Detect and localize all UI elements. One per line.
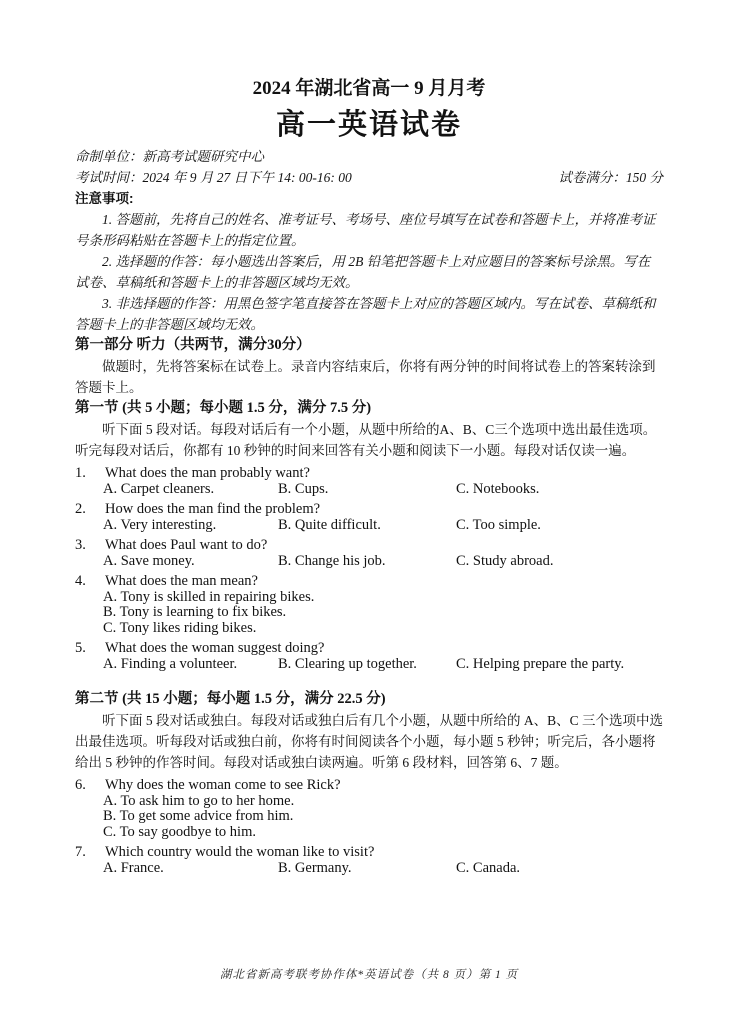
option-b: B. Germany.	[278, 859, 352, 876]
option-b: B. Quite difficult.	[278, 516, 381, 533]
question-4	[75, 574, 663, 636]
option-c: C. Helping prepare the party.	[456, 655, 625, 672]
question-number: 5.	[75, 640, 86, 656]
notice-item-3: 3. 非选择题的作答：用黑色签字笔直接答在答题卡上对应的答题区域内。写在试卷、草稿纸和答题卡上的非答题区域均无效。	[75, 296, 656, 332]
question-1	[75, 466, 663, 497]
options-row	[75, 482, 663, 498]
question-text: What does Paul want to do?	[105, 537, 268, 553]
question-number: 2.	[75, 501, 86, 517]
question-number: 6.	[75, 777, 86, 793]
exam-time-line: 考试时间：2024 年 9 月 27 日下午 14: 00-16: 00	[75, 170, 352, 185]
option-c: C. Tony likes riding bikes.	[103, 619, 257, 636]
question-text: How does the man find the problem?	[105, 501, 321, 517]
option-a: A. Tony is skilled in repairing bikes.	[103, 588, 315, 605]
option-b: B. To get some advice from him.	[103, 808, 294, 824]
options-row	[75, 657, 663, 673]
section1-heading: 第一节 (共 5 小题；每小题 1.5 分，满分 7.5 分)	[75, 400, 372, 416]
meta-row	[75, 167, 663, 188]
option-b: B. Clearing up together.	[278, 655, 417, 672]
option-a: A. Very interesting.	[103, 516, 217, 533]
paper-title: 高一英语试卷	[275, 109, 462, 141]
question-5	[75, 641, 663, 672]
part1-intro: 做题时，先将答案标在试卷上。录音内容结束后，你将有两分钟的时间将试卷上的答案转涂到答题卡上。	[75, 359, 656, 395]
question-number: 7.	[75, 844, 86, 860]
options-column	[75, 794, 663, 841]
options-row	[75, 861, 663, 877]
question-7	[75, 845, 663, 876]
question-number: 1.	[75, 465, 86, 481]
option-a: A. To ask him to go to her home.	[103, 792, 295, 809]
options-column	[75, 590, 663, 637]
question-6	[75, 778, 663, 840]
options-row	[75, 554, 663, 570]
issuer-line: 命制单位：新高考试题研究中心	[75, 149, 264, 164]
section2-heading: 第二节 (共 15 小题；每小题 1.5 分，满分 22.5 分)	[75, 691, 386, 707]
exam-title: 2024 年湖北省高一 9 月月考	[252, 78, 486, 99]
part1-heading: 第一部分 听力（共两节，满分30分）	[75, 337, 311, 353]
page-footer: 湖北省新高考联考协作体*英语试卷（共 8 页）第 1 页	[219, 969, 519, 981]
section2-intro: 听下面 5 段对话或独白。每段对话或独白后有几个小题，从题中所给的 A、B、C 三个选项中选出最佳选项。听每段对话或独白前，你将有时间阅读各个小题，每小题 5 秒钟；听完后，各小题将给出 5 秒钟的作答时间。每段对话或独白读两遍。听第 6 段材料，回答第 6、7 题。	[75, 713, 664, 770]
question-line	[75, 502, 663, 518]
question-line	[75, 641, 663, 657]
question-number: 4.	[75, 573, 86, 589]
option-b: B. Change his job.	[278, 552, 386, 569]
option-c: C. Too simple.	[456, 516, 541, 533]
question-text: What does the man mean?	[105, 573, 258, 589]
question-line	[75, 778, 663, 794]
option-a: A. Finding a volunteer.	[103, 655, 238, 672]
question-text: What does the woman suggest doing?	[105, 640, 325, 656]
question-line	[75, 574, 663, 590]
option-a: A. Carpet cleaners.	[103, 480, 215, 497]
option-b: B. Cups.	[278, 480, 329, 497]
question-line	[75, 466, 663, 482]
question-text: Which country would the woman like to visit?	[105, 844, 375, 860]
section1-intro: 听下面 5 段对话。每段对话后有一个小题，从题中所给的A、B、C三个选项中选出最佳选项。听完每段对话后，你都有 10 秒钟的时间来回答有关小题和阅读下一小题。每段对话仅读一遍。	[75, 422, 657, 458]
option-c: C. Study abroad.	[456, 552, 554, 569]
question-number: 3.	[75, 537, 86, 553]
options-row	[75, 518, 663, 534]
question-line	[75, 538, 663, 554]
option-c: C. Canada.	[456, 859, 521, 876]
question-3	[75, 538, 663, 569]
full-score-line: 试卷满分：150 分	[558, 170, 663, 185]
notice-item-1: 1. 答题前，先将自己的姓名、准考证号、考场号、座位号填写在试卷和答题卡上，并将准考证号条形码粘贴在答题卡上的指定位置。	[75, 212, 656, 248]
option-c: C. Notebooks.	[456, 480, 540, 497]
option-a: A. France.	[103, 859, 164, 876]
notice-item-2: 2. 选择题的作答：每小题选出答案后，用 2B 铅笔把答题卡上对应题目的答案标号涂黑。写在试卷、草稿纸和答题卡上的非答题区域均无效。	[75, 254, 651, 290]
question-text: What does the man probably want?	[105, 465, 310, 481]
question-line	[75, 845, 663, 861]
question-2	[75, 502, 663, 533]
option-a: A. Save money.	[103, 552, 195, 569]
option-b: B. Tony is learning to fix bikes.	[103, 604, 287, 620]
question-text: Why does the woman come to see Rick?	[105, 777, 341, 793]
option-c: C. To say goodbye to him.	[103, 823, 256, 840]
notice-heading: 注意事项:	[75, 191, 134, 206]
